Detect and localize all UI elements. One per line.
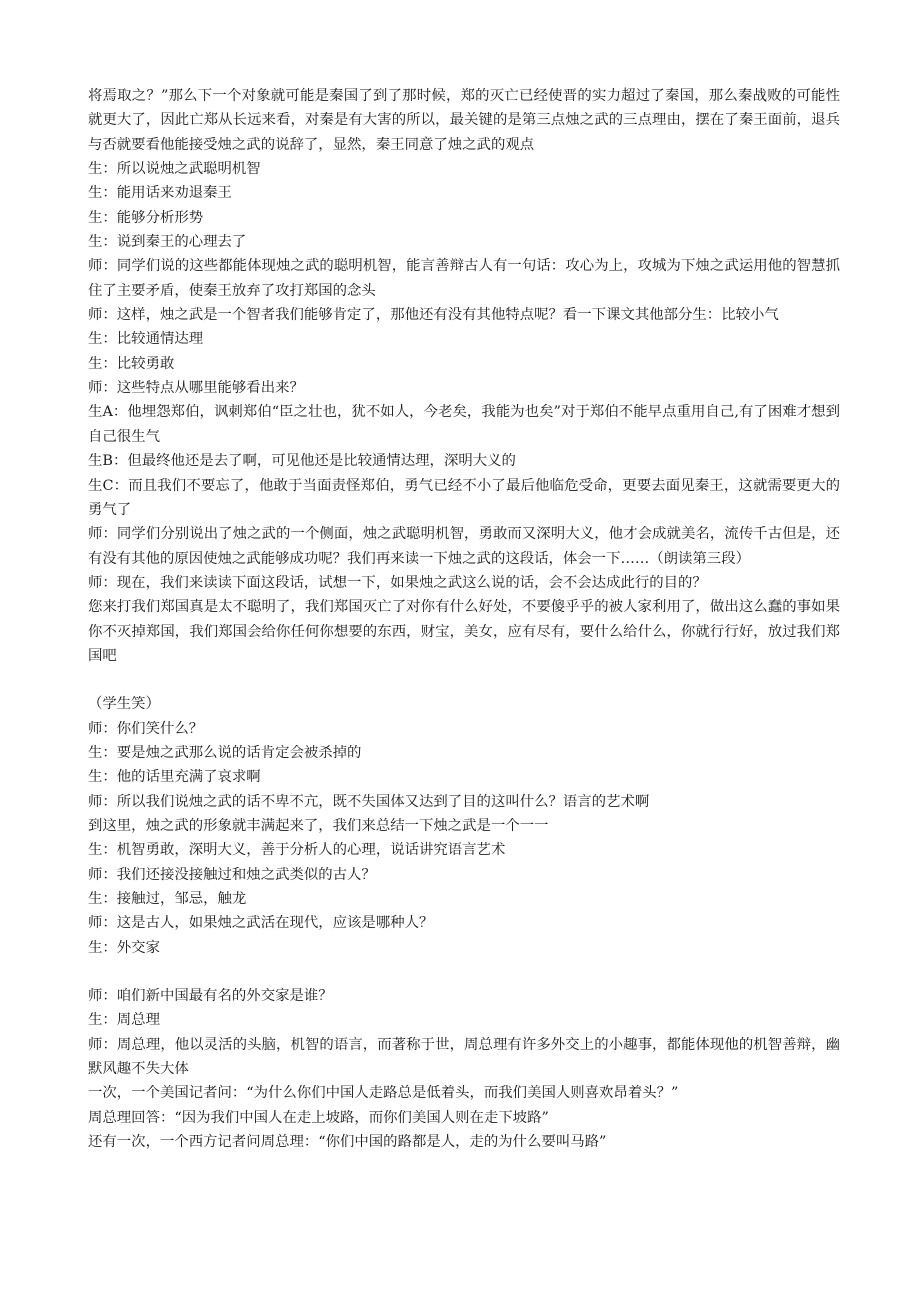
student-line: 生：能够分析形势 [88, 209, 204, 226]
teacher-line: 师：这是古人，如果烛之武活在现代，应该是哪种人？ [88, 915, 434, 932]
teacher-line: 师：这样，烛之武是一个智者我们能够肯定了，那他还有没有其他特点呢？看一下课文其他部分生：比较小气 [88, 307, 779, 324]
teacher-line: 师：同学们说的这些都能体现烛之武的聪明机智，能言善辩古人有一句话：攻心为上，攻城为下烛之武运用他的智慧抓住了主要矛盾，使秦王放弃了攻打郑国的念头 [88, 258, 840, 299]
quoted-passage: 您来打我们郑国真是太不聪明了，我们郑国灭亡了对你有什么好处，不要傻乎乎的被人家利用了，做出这么蠢的事如果你不灭掉郑国，我们郑国会给你任何你想要的东西，财宝，美女，应有尽有，要什么给什么，你就行行好，放过我们郑国吧 [88, 599, 840, 664]
anecdote-line: 还有一次，一个西方记者问周总理：“你们中国的路都是人，走的为什么要叫马路” [88, 1134, 607, 1151]
blank-line [88, 668, 840, 692]
student-line: 生：机智勇敢，深明大义，善于分析人的心理，说话讲究语言艺术 [88, 842, 506, 859]
blank-line [88, 960, 840, 984]
anecdote-line: 一次，一个美国记者问：“为什么你们中国人走路总是低着头，而我们美国人则喜欢昂着头？” [88, 1085, 679, 1102]
teacher-line: 师：我们还接没接触过和烛之武类似的古人？ [88, 866, 376, 883]
document-body [88, 84, 840, 1154]
student-a-line: 生A：他埋怨郑伯，讽刺郑伯“臣之壮也，犹不如人，今老矣，我能为也矣”对于郑伯不能早点重用自己,有了困难才想到自己很生气 [88, 404, 840, 445]
teacher-line: 师：咱们新中国最有名的外交家是谁？ [88, 988, 333, 1005]
student-line: 生：比较通情达理 [88, 331, 204, 348]
student-line: 生：接触过，邹忌，触龙 [88, 891, 247, 907]
student-c-line: 生C：而且我们不要忘了，他敢于当面责怪郑伯，勇气已经不小了最后他临危受命，更要去面见秦王，这就需要更大的勇气了 [88, 477, 840, 518]
student-line: 生：比较勇敢 [88, 355, 175, 372]
student-line: 生：他的话里充满了哀求啊 [88, 769, 261, 786]
student-line: 生：能用话来劝退秦王 [88, 185, 232, 202]
teacher-line: 师：同学们分别说出了烛之武的一个侧面，烛之武聪明机智，勇敢而又深明大义，他才会成就美名，流传千古但是，还有没有其他的原因使烛之武能够成功呢？我们再来读一下烛之武的这段话，体会一下……（朗读第三段） [88, 526, 840, 567]
teacher-line: 师：这些特点从哪里能够看出来？ [88, 380, 304, 397]
student-line: 生：要是烛之武那么说的话肯定会被杀掉的 [88, 744, 362, 761]
teacher-line: 师：现在，我们来读读下面这段话，试想一下，如果烛之武这么说的话，会不会达成此行的目的？ [88, 574, 707, 591]
teacher-line: 师：周总理，他以灵活的头脑，机智的语言，而著称于世，周总理有许多外交上的小趣事，都能体现他的机智善辩，幽默风趣不失大体 [88, 1036, 840, 1078]
student-line: 生：说到秦王的心理去了 [88, 234, 247, 251]
student-b-line: 生B：但最终他还是去了啊，可见他还是比较通情达理，深明大义的 [88, 453, 516, 470]
student-line: 生：所以说烛之武聪明机智 [88, 161, 261, 178]
paragraph-continuation: 将焉取之？”那么下一个对象就可能是秦国了到了那时候，郑的灭亡已经使晋的实力超过了秦国，那么秦战败的可能性就更大了，因此亡郑从长远来看，对秦是有大害的所以，最关键的是第三点烛之武的三点理由，摆在了秦王面前，退兵与否就要看他能接受烛之武的说辞了，显然，秦王同意了烛之武的观点 [88, 88, 840, 153]
teacher-line: 师：你们笑什么？ [88, 720, 204, 737]
anecdote-line: 周总理回答：“因为我们中国人在走上坡路，而你们美国人则在走下坡路” [88, 1109, 549, 1126]
student-line: 生：外交家 [88, 939, 160, 956]
stage-note: （学生笑） [88, 696, 160, 713]
teacher-line: 师：所以我们说烛之武的话不卑不亢，既不失国体又达到了目的这叫什么？语言的艺术啊 [88, 793, 650, 810]
narration-line: 到这里，烛之武的形象就丰满起来了，我们来总结一下烛之武是一个一一 [88, 817, 549, 834]
student-line: 生：周总理 [88, 1012, 160, 1029]
